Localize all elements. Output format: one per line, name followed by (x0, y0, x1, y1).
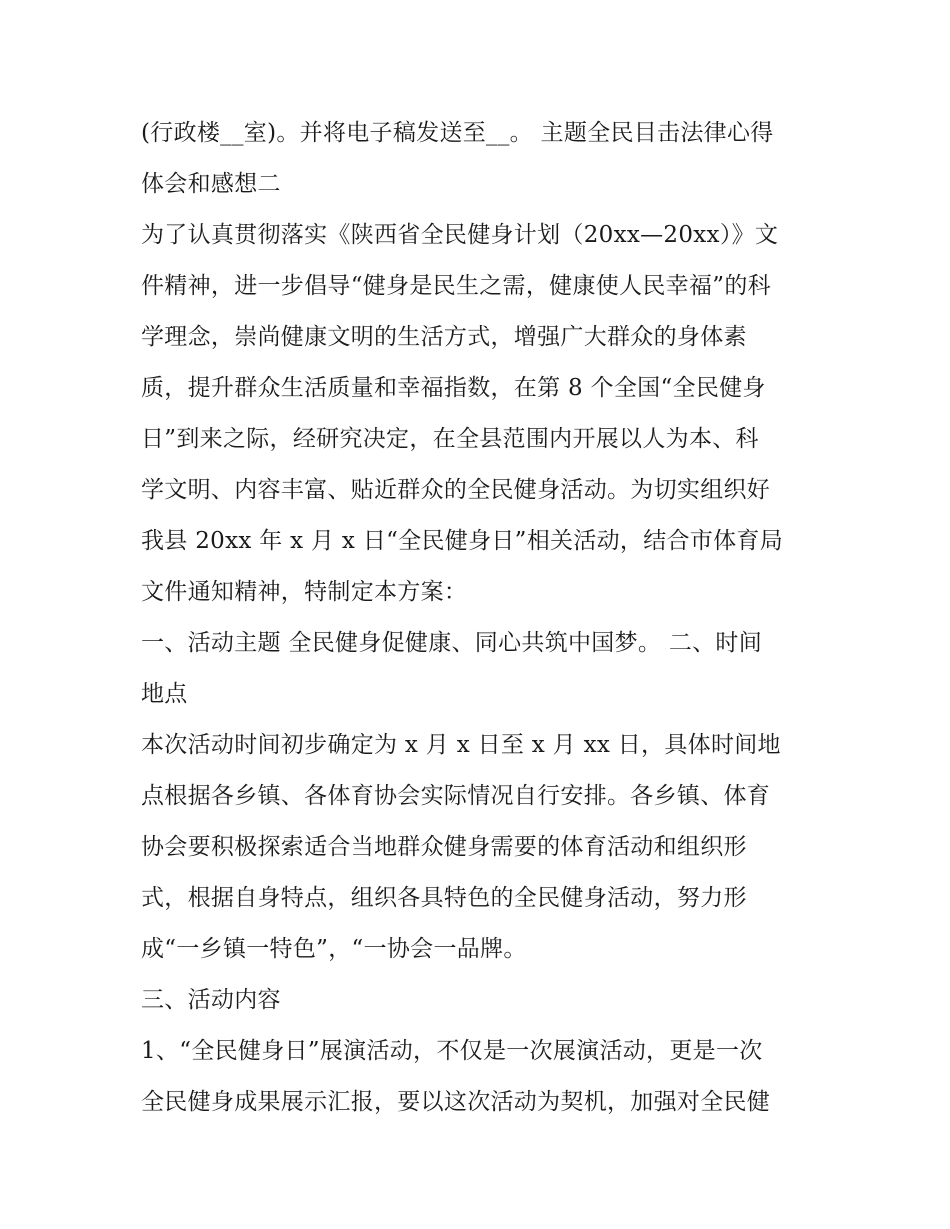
text-line: (行政楼__室)。并将电子稿发送至__。 主题全民目击法律心得 (141, 120, 774, 146)
text-line: 地点 (141, 681, 188, 707)
text-line: 协会要积极探索适合当地群众健身需要的体育活动和组织形 (141, 834, 747, 860)
text-line: 成“一乡镇一特色”，“一协会一品牌。 (141, 936, 527, 962)
text-line: 全民健身成果展示汇报，要以这次活动为契机，加强对全民健 (141, 1089, 771, 1115)
text-line: 1、“全民健身日”展演活动，不仅是一次展演活动，更是一次 (141, 1038, 763, 1064)
text-line: 体会和感想二 (141, 171, 281, 197)
text-line: 式，根据自身特点，组织各具特色的全民健身活动，努力形 (141, 885, 747, 911)
text-line: 为了认真贯彻落实《陕西省全民健身计划（20xx—20xx）》文 (141, 222, 779, 248)
document-page (141, 108, 821, 1128)
text-line: 点根据各乡镇、各体育协会实际情况自行安排。各乡镇、体育 (141, 783, 771, 809)
text-line: 学文明、内容丰富、贴近群众的全民健身活动。为切实组织好 (141, 477, 771, 503)
text-line: 件精神，进一步倡导“健身是民生之需，健康使人民幸福”的科 (141, 273, 771, 299)
section-heading-line: 三、活动内容 (141, 987, 281, 1013)
section-heading-line: 一、活动主题 全民健身促健康、同心共筑中国梦。 二、时间 (141, 630, 763, 656)
text-line: 我县 20xx 年 x 月 x 日“全民健身日”相关活动，结合市体育局 (141, 528, 784, 554)
text-line: 学理念，崇尚健康文明的生活方式，增强广大群众的身体素 (141, 324, 747, 350)
text-line: 质，提升群众生活质量和幸福指数，在第 8 个全国“全民健身 (141, 375, 766, 401)
text-line: 本次活动时间初步确定为 x 月 x 日至 x 月 xx 日，具体时间地 (141, 732, 781, 758)
text-line: 日”到来之际，经研究决定，在全县范围内开展以人为本、科 (141, 426, 759, 452)
text-line: 文件通知精神，特制定本方案： (141, 579, 468, 605)
